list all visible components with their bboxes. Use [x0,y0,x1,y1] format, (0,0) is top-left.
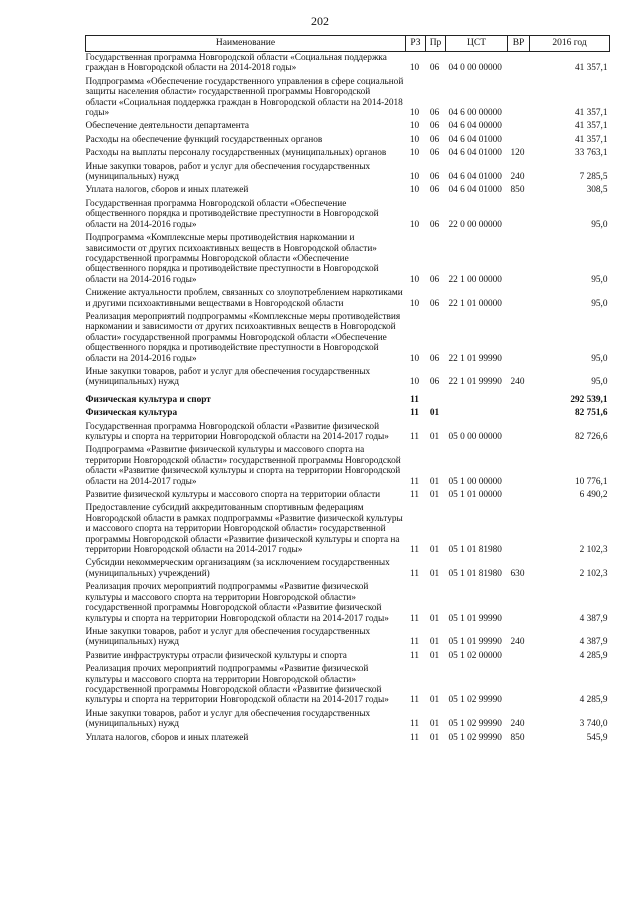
cell-name: Предоставление субсидий аккредитованным спортивным федерациям Новгородской области в рамках подпрограммы «Развитие физической культуры и массового спорта на территории Новгородской области» государственной программы Новгородской области «Развитие физической культуры и спорта на территории Новгородской области на 2014-2017 годы» [85,503,403,556]
cell-rz: 11 [410,545,419,556]
table-row [86,708,610,732]
cell-sum: 41 357,1 [574,121,608,132]
table-row [86,147,610,160]
cell-name: Субсидии некоммерческим организациям (за исключением государственных (муниципальных) учреждений) [85,558,390,579]
cell-pr: 06 [429,108,440,119]
cell-pr: 01 [429,719,440,730]
cell-cst: 05 1 01 99990 [448,637,502,648]
cell-cst: 04 6 04 01000 [448,148,502,159]
cell-pr: 06 [429,134,440,145]
table-row [86,52,610,76]
table-row [86,232,610,287]
cell-cst [446,407,508,420]
cell-pr: 01 [429,568,440,579]
table-row [86,198,610,232]
cell-vr: 850 [510,732,525,743]
cell-rz: 10 [409,377,420,388]
table-row [86,557,610,581]
cell-sum: 41 357,1 [574,134,608,145]
cell-cst: 04 6 04 01000 [448,134,502,145]
table-row [86,120,610,133]
cell-pr: 01 [429,476,440,487]
table-row [86,407,610,420]
cell-name: Иные закупки товаров, работ и услуг для обеспечения государственных (муниципальных) нужд [85,161,371,183]
column-header-rz: РЗ [406,36,426,52]
cell-sum: 82 726,6 [574,432,608,442]
cell-vr: 240 [510,637,525,648]
cell-pr: 01 [429,695,440,706]
table-header [86,36,610,52]
cell-name: Уплата налогов, сборов и иных платежей [85,732,249,743]
cell-vr [508,390,530,407]
cell-rz: 11 [410,695,419,706]
cell-vr [508,198,530,232]
cell-name: Снижение актуальности проблем, связанных со злоупотреблением наркотиками и другими психоактивными веществами в Новгородской области [85,288,403,309]
cell-vr [508,663,530,708]
budget-table [85,35,610,745]
table-row [86,134,610,147]
cell-vr [508,232,530,287]
table-row [86,732,610,745]
cell-sum: 2 102,3 [579,545,608,556]
cell-cst: 05 1 01 81980 [448,568,502,579]
table-row [86,76,610,121]
column-header-vr: ВР [508,36,530,52]
cell-vr [508,650,530,663]
cell-name: Физическая культура [85,408,178,419]
cell-name: Иные закупки товаров, работ и услуг для обеспечения государственных (муниципальных) нужд [85,366,371,388]
cell-cst: 05 1 01 99990 [448,613,502,624]
cell-sum: 308,5 [586,185,608,196]
table-row [86,287,610,311]
cell-sum: 82 751,6 [574,408,608,419]
column-header-sum: 2016 год [530,36,610,52]
cell-vr [508,489,530,502]
cell-vr [508,76,530,121]
cell-sum: 545,9 [586,732,608,743]
cell-rz: 10 [409,148,420,159]
cell-name: Подпрограмма «Комплексные меры противодействия наркомании и зависимости от других психоактивных веществ в Новгородской области» государственной программы Новгородской области «Обеспечение общественного порядка и противодействие преступности в Новгородской области на 2014-2016 годы» [85,233,379,285]
cell-vr [508,52,530,76]
cell-rz: 11 [410,490,419,501]
cell-name: Развитие инфраструктуры отрасли физической культуры и спорта [85,650,347,661]
cell-pr: 06 [429,377,440,388]
cell-sum: 6 490,2 [579,490,608,501]
cell-name: Физическая культура и спорт [85,394,211,405]
cell-vr [508,407,530,420]
table-row [86,502,610,557]
cell-rz: 10 [409,63,420,74]
cell-cst: 05 1 02 99990 [448,732,502,743]
cell-vr: 120 [510,148,525,159]
cell-rz: 10 [409,298,420,309]
cell-sum: 4 285,9 [579,695,608,706]
cell-pr: 06 [429,172,440,183]
cell-name: Подпрограмма «Развитие физической культуры и массового спорта на территории Новгородской области» государственной программы Новгородской области «Развитие физической культуры и спорта на территории Новгородской области на 2014-2017 годы» [85,445,401,487]
cell-sum: 3 740,0 [579,719,608,730]
cell-pr: 06 [429,121,440,132]
cell-sum: 41 357,1 [574,108,608,119]
cell-pr [426,390,446,407]
table-row [86,663,610,708]
cell-name: Подпрограмма «Обеспечение государственного управления в сфере социальной защиты населения области» государственной программы Новгородской области «Социальная поддержка граждан в Новгородской области на 2014-2018 годы» [85,76,404,119]
cell-name: Расходы на обеспечение функций государственных органов [85,134,323,145]
cell-pr: 01 [429,650,440,661]
cell-name: Реализация мероприятий подпрограммы «Комплексные меры противодействия наркомании и зависимости от других психоактивных веществ в Новгородской области» государственной программы Новгородской области «Обеспечение общественного порядка и противодействие преступности в Новгородской области на 2014-2016 годы» [85,311,401,364]
cell-sum: 10 776,1 [574,476,608,487]
table-row [86,626,610,650]
cell-rz: 10 [409,219,420,230]
cell-vr [508,444,530,489]
cell-sum: 95,0 [591,353,608,364]
cell-vr [508,581,530,626]
cell-pr: 01 [429,637,440,648]
cell-rz: 11 [410,650,419,661]
cell-rz: 11 [410,408,419,419]
cell-cst: 22 1 01 99990 [448,377,502,388]
cell-cst: 04 6 04 01000 [448,172,502,183]
cell-rz: 10 [409,185,420,196]
cell-cst: 22 1 01 99990 [448,353,502,364]
table-row [86,161,610,185]
cell-name: Государственная программа Новгородской области «Развитие физической культуры и спорта на территории Новгородской области на 2014-2017 годы» [85,421,389,442]
cell-name: Расходы на выплаты персоналу государственных (муниципальных) органов [85,148,387,159]
cell-cst: 22 1 01 00000 [448,298,502,309]
column-header-name: Наименование [86,36,406,52]
cell-name: Государственная программа Новгородской области «Обеспечение общественного порядка и противодействие преступности в Новгородской области на 2014-2016 годы» [85,198,379,230]
table-row [86,184,610,197]
cell-name: Уплата налогов, сборов и иных платежей [85,185,249,196]
cell-sum: 95,0 [591,274,608,285]
cell-rz: 11 [410,432,419,442]
cell-cst: 05 1 02 99990 [448,695,502,706]
cell-pr: 06 [429,219,440,230]
cell-name: Иные закупки товаров, работ и услуг для обеспечения государственных (муниципальных) нужд [85,708,371,730]
cell-name: Реализация прочих мероприятий подпрограммы «Развитие физической культуры и массового спорта на территории Новгородской области» государственной программы Новгородской области «Развитие физической культуры и спорта на территории Новгородской области на 2014-2017 годы» [85,664,389,706]
cell-sum: 4 387,9 [579,637,608,648]
table-row [86,390,610,407]
cell-rz: 10 [409,108,420,119]
cell-sum: 33 763,1 [574,148,608,159]
cell-pr: 01 [429,432,440,442]
table-row [86,421,610,445]
table-row [86,489,610,502]
cell-cst: 22 0 00 00000 [448,219,502,230]
cell-name: Иные закупки товаров, работ и услуг для обеспечения государственных (муниципальных) нужд [85,626,371,648]
cell-vr: 240 [510,377,525,388]
cell-sum: 292 539,1 [570,394,608,405]
cell-sum: 95,0 [591,377,608,388]
cell-sum: 2 102,3 [579,568,608,579]
cell-vr [508,134,530,147]
cell-vr [508,421,530,445]
cell-cst: 05 1 01 81980 [448,545,502,556]
cell-name: Государственная программа Новгородской области «Социальная поддержка граждан в Новгородской области на 2014-2018 годы» [85,53,387,74]
column-header-cst: ЦСТ [446,36,508,52]
cell-cst: 05 1 02 00000 [448,650,502,661]
cell-pr: 06 [429,148,440,159]
cell-pr: 06 [429,298,440,309]
cell-sum: 95,0 [591,219,608,230]
table-row [86,444,610,489]
cell-rz: 10 [409,172,420,183]
table-body [86,52,610,745]
cell-sum: 95,0 [591,298,608,309]
cell-rz: 11 [410,476,419,487]
cell-sum: 7 285,5 [579,172,608,183]
cell-cst: 05 1 02 99990 [448,719,502,730]
cell-rz: 11 [410,637,419,648]
cell-vr: 630 [510,568,525,579]
table-row [86,650,610,663]
cell-rz: 10 [409,134,420,145]
cell-vr: 240 [510,719,525,730]
cell-cst: 22 1 00 00000 [448,274,502,285]
cell-rz: 11 [410,568,419,579]
cell-rz: 10 [409,353,420,364]
cell-pr: 01 [429,613,440,624]
cell-pr: 01 [429,545,440,556]
cell-vr [508,120,530,133]
cell-vr: 240 [510,172,525,183]
cell-pr: 06 [429,63,440,74]
cell-cst: 04 6 04 01000 [448,185,502,196]
cell-cst: 05 1 00 00000 [448,476,502,487]
cell-rz: 10 [409,121,420,132]
cell-pr: 01 [429,490,440,501]
cell-rz: 11 [410,732,419,743]
table-row [86,581,610,626]
cell-name: Обеспечение деятельности департамента [85,121,249,132]
cell-vr [508,287,530,311]
cell-cst [446,390,508,407]
cell-rz: 10 [409,274,420,285]
cell-cst: 05 0 00 00000 [448,432,502,442]
cell-vr [508,311,530,366]
cell-rz: 11 [410,394,419,405]
cell-name: Реализация прочих мероприятий подпрограммы «Развитие физической культуры и массового спорта на территории Новгородской области» государственной программы Новгородской области «Развитие физической культуры и спорта на территории Новгородской области на 2014-2017 годы» [85,582,389,624]
cell-cst: 04 6 00 00000 [448,108,502,119]
cell-pr: 01 [429,408,440,419]
cell-sum: 4 285,9 [579,650,608,661]
cell-sum: 4 387,9 [579,613,608,624]
cell-vr: 850 [510,185,525,196]
cell-rz: 11 [410,719,419,730]
cell-cst: 04 6 04 00000 [448,121,502,132]
cell-pr: 06 [429,185,440,196]
cell-pr: 01 [429,732,440,743]
column-header-pr: Пр [426,36,446,52]
cell-sum: 41 357,1 [574,63,608,74]
cell-cst: 05 1 01 00000 [448,490,502,501]
cell-cst: 04 0 00 00000 [448,63,502,74]
cell-pr: 06 [429,274,440,285]
cell-vr [508,502,530,557]
table-row [86,366,610,390]
cell-rz: 11 [410,613,419,624]
table-row [86,311,610,366]
cell-pr: 06 [429,353,440,364]
cell-name: Развитие физической культуры и массового спорта на территории области [85,490,381,501]
page-number: 202 [311,14,329,28]
